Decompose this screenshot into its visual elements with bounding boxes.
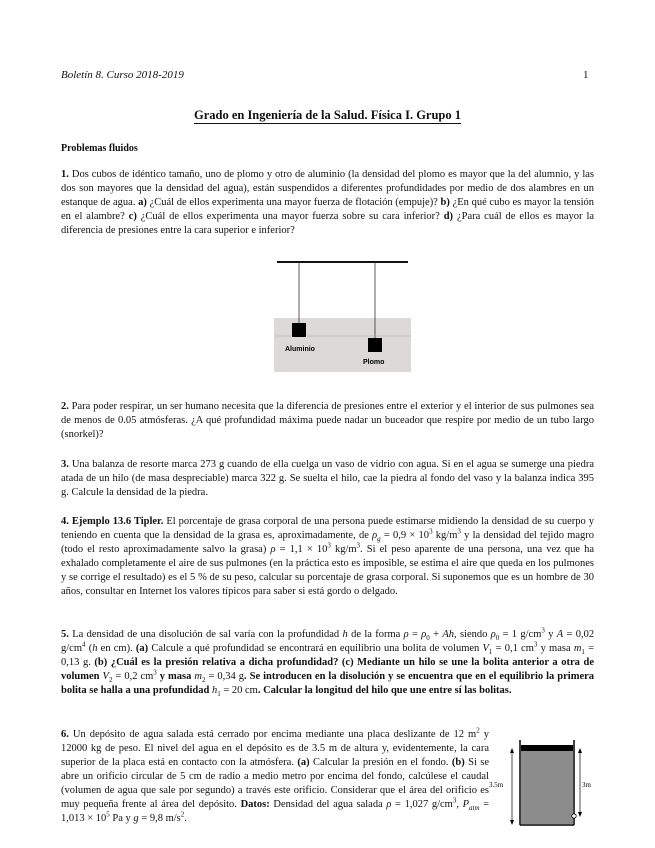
formula-h1: $h_1 = 20$ cm — [211, 685, 258, 699]
problem-2 — [61, 400, 594, 442]
dim-arrow-left-top — [510, 748, 514, 753]
problem-4-text-1: El porcentaje de grasa corporal de una persona puede estimarse midiendo la densidad de su cuerpo y teniendo en cuenta que la densidad de la grasa es, aproximadamente, de — [61, 516, 594, 541]
aluminium-cube — [292, 323, 306, 337]
formula-V2: $V_2 = 0,2$ $cm^3$ — [102, 668, 157, 685]
tank-plate — [521, 745, 573, 751]
label-height-3-5m: 3.5m — [489, 781, 504, 789]
problem-6-text-2: y 12000 kg de peso. El nivel del agua en el depósito es de 3.5 m de altura y, evidentemente, la cara superior de la placa está en contacto con la atmósfera. — [61, 729, 489, 768]
problem-1-statement: Dos cubos de idéntico tamaño, uno de plomo y otro de aluminio (la densidad del plomo es mayor que la del alumnio, y las dos son mayores que la densidad del agua), están suspendidos a diferentes profundidades por medio de dos alambres en un estanque de agua. — [61, 169, 595, 208]
tank-water — [521, 750, 573, 824]
problem-6-b-text: Si se abre un orificio circular de 5 cm de radio a medio metro por encima del fondo, calcúlese el caudal (volumen de agua que sale por segundo) a través este orificio. Considerar que el área del orificio es muy pequeña frente al área del depósito. — [61, 757, 490, 810]
problem-5-text-3: , siendo — [454, 629, 488, 640]
problem-5-text-5: ( — [88, 643, 93, 654]
problem-2-number: 2. — [61, 401, 69, 412]
problem-1-d-text: ¿Para cuál de ellos es mayor la diferencia de presiones entre la cara superior e inferior? — [61, 211, 595, 236]
figure-cubes-in-water — [274, 258, 411, 372]
formula-lean-density: $\rho = 1,1 \times 10^3$ $kg/m^3$. — [270, 541, 363, 555]
figure-tank — [488, 730, 598, 826]
formula-m1: $m_1 = 0,13$ g. — [61, 643, 595, 668]
problem-5-c-text-4: . Calcular la longitud del hilo que une entre sí las bolitas. — [257, 685, 512, 696]
problem-5-number: 5. — [61, 629, 69, 640]
problem-5-b-label: (b) — [94, 657, 108, 668]
formula-data-values: ρ = 1,027 $g/cm^3$, $P_{atm} = 1,013 \times 10^5$ Pa y g = 9,8 $m/s^2$. — [61, 796, 490, 824]
header-page-number: 1 — [583, 69, 589, 81]
orifice-icon — [572, 814, 576, 818]
problem-6-text-1: Un depósito de agua salada está cerrado por encima mediante una placa deslizante de 12 m — [72, 729, 477, 740]
symbol-h-2: h — [92, 643, 98, 654]
problem-6-number: 6. — [61, 729, 69, 740]
problem-1-a-label: a) — [138, 197, 147, 208]
problem-5-text-6: en cm). — [100, 643, 133, 654]
problem-4-number: 4. — [61, 516, 69, 527]
problem-5-text-1: La densidad de una disolución de sal varía con la profundidad — [72, 629, 340, 640]
problem-5-c-text-2: y masa — [159, 671, 192, 682]
label-lead: Plomo — [363, 359, 385, 366]
problem-3-text: Una balanza de resorte marca 273 g cuando de ella cuelga un vaso de vidrio con agua. Si en el agua se sumerge una piedra atada de un hilo (de masa despreciable) marca 322 g. Se suelta el hilo, cae la piedra al fondo del vaso y la balanza indica 395 g. Calcule la densidad de la piedra. — [61, 459, 594, 498]
section-title: Problemas fluidos — [61, 143, 138, 154]
problem-1-d-label: d) — [443, 211, 454, 222]
label-height-3m: 3m — [582, 781, 591, 789]
formula-V1: $V_1 = 0,1$ $cm^3$ — [482, 640, 538, 657]
dim-arrow-right-bottom — [578, 812, 582, 817]
problem-4-reference: Ejemplo 13.6 Tipler. — [71, 516, 164, 527]
problem-5-text-2: de la forma — [351, 629, 401, 640]
problem-5 — [61, 628, 594, 698]
problem-1 — [61, 168, 594, 238]
label-aluminium: Aluminio — [285, 346, 315, 353]
document-title-text: Grado en Ingeniería de la Salud. Física I. Grupo 1 — [193, 108, 462, 122]
problem-5-c-text-3: . Se introducen en la disolución y se encuentra que en el equilibrio la primera bolita se halla a una profundidad — [61, 671, 595, 696]
problem-5-a-text-2: y masa — [540, 643, 571, 654]
formula-rho0: $\rho_0 = 1$ $g/cm^3$ — [490, 626, 545, 643]
problem-1-c-text: ¿Cuál de ellos experimenta una mayor fuerza sobre su cara inferior? — [140, 211, 440, 222]
document-title — [0, 108, 655, 123]
formula-fat-density: $\rho_g = 0,9 \times 10^3$ $kg/m^3$ — [372, 527, 461, 544]
lead-cube — [368, 338, 382, 352]
problem-6-b-label: (b) — [451, 757, 465, 768]
problem-6 — [61, 728, 489, 826]
problem-5-a-text: Calcule a qué profundidad se encontrará en equilibrio una bolita de volumen — [151, 643, 480, 654]
problem-3-number: 3. — [61, 459, 69, 470]
problem-5-c-text: Mediante un hilo se une la bolita anterior a otra de volumen — [61, 657, 594, 682]
symbol-h: h — [342, 629, 348, 640]
formula-density-profile: $\rho = \rho_0 + Ah$ — [403, 629, 455, 643]
problem-6-data-text: Densidad del agua salada — [273, 799, 383, 810]
problem-1-b-label: b) — [440, 197, 450, 208]
problem-1-b-text: ¿En qué cubo es mayor la tensión en el alambre? — [61, 197, 595, 222]
problem-1-number: 1. — [61, 169, 69, 180]
formula-m2: $m_2 = 0,34$ g — [194, 671, 244, 685]
problem-4 — [61, 515, 594, 599]
dim-arrow-right-top — [578, 748, 582, 753]
problem-5-b-text: ¿Cuál es la presión relativa a dicha profundidad? — [110, 657, 339, 668]
problem-3 — [61, 458, 594, 500]
problem-5-text-4: y — [548, 629, 554, 640]
problem-4-text-3: Si el peso aparente de una persona, una vez que ha exhalado completamente el aire de sus pulmones (en la práctica esto es imposible, se estima el aire que queda en los pulmones y se corrige el resultado) es el 5 % de su peso, calcular su porcentaje de grasa corporal. Si suponemos que es un hombre de 30 años, consultar en Internet los valores típicos para saber si está gordo o delgado. — [61, 544, 595, 597]
problem-5-c-label: (c) — [341, 657, 354, 668]
problem-6-data-label: Datos: — [240, 799, 270, 810]
formula-A: A = 0,02 $g/cm^4$ — [61, 629, 595, 654]
problem-1-c-label: c) — [128, 211, 137, 222]
problem-2-text: Para poder respirar, un ser humano necesita que la diferencia de presiones entre el exterior y el interior de sus pulmones sea de menos de 0.05 atmósferas. ¿A qué profundidad máxima puede nadar un buceador que respire por medio de un tubo largo (snorkel)? — [61, 401, 594, 440]
problem-4-text-2: y la densidad del tejido magro (todo el resto aproximadamente salvo la grasa) — [61, 530, 595, 555]
problem-1-a-text: ¿Cuál de ellos experimenta una mayor fuerza de flotación (empuje)? — [149, 197, 438, 208]
header-course: Boletín 8. Curso 2018-2019 — [61, 69, 184, 81]
dim-arrow-left-bottom — [510, 820, 514, 825]
problem-5-a-label: (a) — [135, 643, 149, 654]
exponent-2: 2 — [476, 726, 480, 735]
problem-6-a-label: (a) — [297, 757, 310, 768]
problem-6-a-text: Calcular la presión en el fondo. — [312, 757, 449, 768]
